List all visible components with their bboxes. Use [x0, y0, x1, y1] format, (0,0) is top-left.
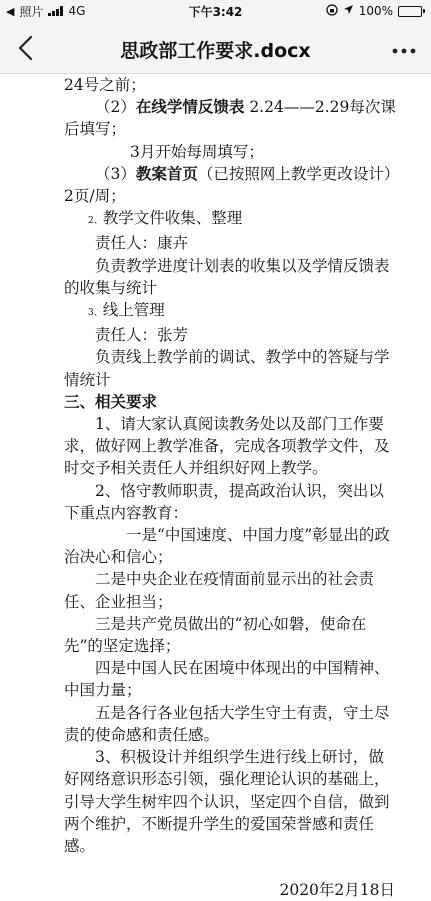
page-title: 思政部工作要求.docx	[120, 40, 311, 62]
doc-line: 3月开始每周填写；	[130, 142, 264, 161]
nav-bar	[0, 22, 431, 74]
item-text: （已按照网上教学更改设计）2页/周；	[64, 164, 392, 206]
item-number: （2）	[95, 98, 136, 117]
location-icon	[343, 4, 354, 18]
signal-icon	[48, 6, 63, 16]
document-date: 2020年2月18日	[279, 881, 395, 900]
doc-paragraph: 二是中央企业在疫情面前显示出的社会责任、企业担当；	[64, 570, 375, 611]
status-bar	[0, 0, 431, 22]
back-button[interactable]	[14, 34, 38, 62]
doc-paragraph: 三是共产党员做出的“初心如磐，使命在先”的坚定选择；	[64, 614, 367, 656]
battery-icon	[398, 6, 425, 17]
back-to-app-icon[interactable]: ◀	[6, 4, 15, 18]
doc-subheading	[88, 207, 399, 232]
item-text: 线上管理	[102, 301, 165, 320]
doc-paragraph: 负责教学进度计划表的收集以及学情反馈表的收集与统计	[64, 256, 390, 297]
item-number: 3、	[88, 308, 103, 319]
more-button[interactable]	[391, 42, 417, 54]
doc-paragraph: 3、积极设计并组织学生进行线上研讨，做好网络意识形态引领，强化理论认识的基础上，引导大学生树牢四个认识，坚定四个自信，做到两个维护，不断提升学生的爱国荣誉感和责任感。	[64, 748, 390, 855]
item-number: （3）	[95, 164, 136, 183]
document-body[interactable]	[0, 74, 431, 900]
status-left	[6, 3, 85, 20]
doc-item-lesson-plan	[64, 163, 399, 207]
item-heading: 在线学情反馈表	[135, 97, 245, 117]
doc-paragraph: 五是各行各业包括大学生守土有责，守土尽责的使命感和责任感。	[64, 703, 390, 744]
status-right	[326, 4, 425, 19]
section-heading: 三、相关要求	[64, 391, 158, 411]
doc-line: 责任人：康卉	[95, 234, 189, 253]
battery-percent: 100%	[358, 4, 393, 18]
item-text: 教学文件收集、整理	[102, 209, 243, 228]
chevron-left-icon	[14, 34, 38, 62]
doc-paragraph: 一是“中国速度、中国力度”彰显出的政治决心和信心；	[64, 526, 390, 567]
source-app-label[interactable]: 照片	[19, 4, 44, 19]
doc-paragraph: 负责线上教学前的调试、教学中的答疑与学情统计	[64, 348, 390, 389]
status-time: 下午3:42	[188, 4, 243, 19]
doc-line: 24号之前；	[64, 76, 146, 94]
doc-line: 责任人：张芳	[95, 326, 189, 345]
rotation-lock-icon	[326, 4, 338, 19]
doc-item-feedback	[64, 96, 399, 140]
doc-subheading	[88, 299, 399, 324]
doc-paragraph: 四是中国人民在困境中体现出的中国精神、中国力量；	[64, 659, 390, 700]
network-label: 4G	[68, 4, 86, 18]
doc-paragraph: 1、请大家认真阅读教务处以及部门工作要求，做好网上教学准备，完成各项教学文件，及时交予相关责任人并组织好网上教学。	[64, 415, 390, 478]
item-number: 2、	[88, 216, 103, 227]
doc-paragraph: 2、恪守教师职责，提高政治认识，突出以下重点内容教育：	[64, 481, 384, 522]
item-heading: 教案首页	[135, 163, 198, 183]
item-text: 2.24——2.29每次课后填写；	[64, 98, 396, 139]
more-dots-icon	[391, 45, 417, 57]
